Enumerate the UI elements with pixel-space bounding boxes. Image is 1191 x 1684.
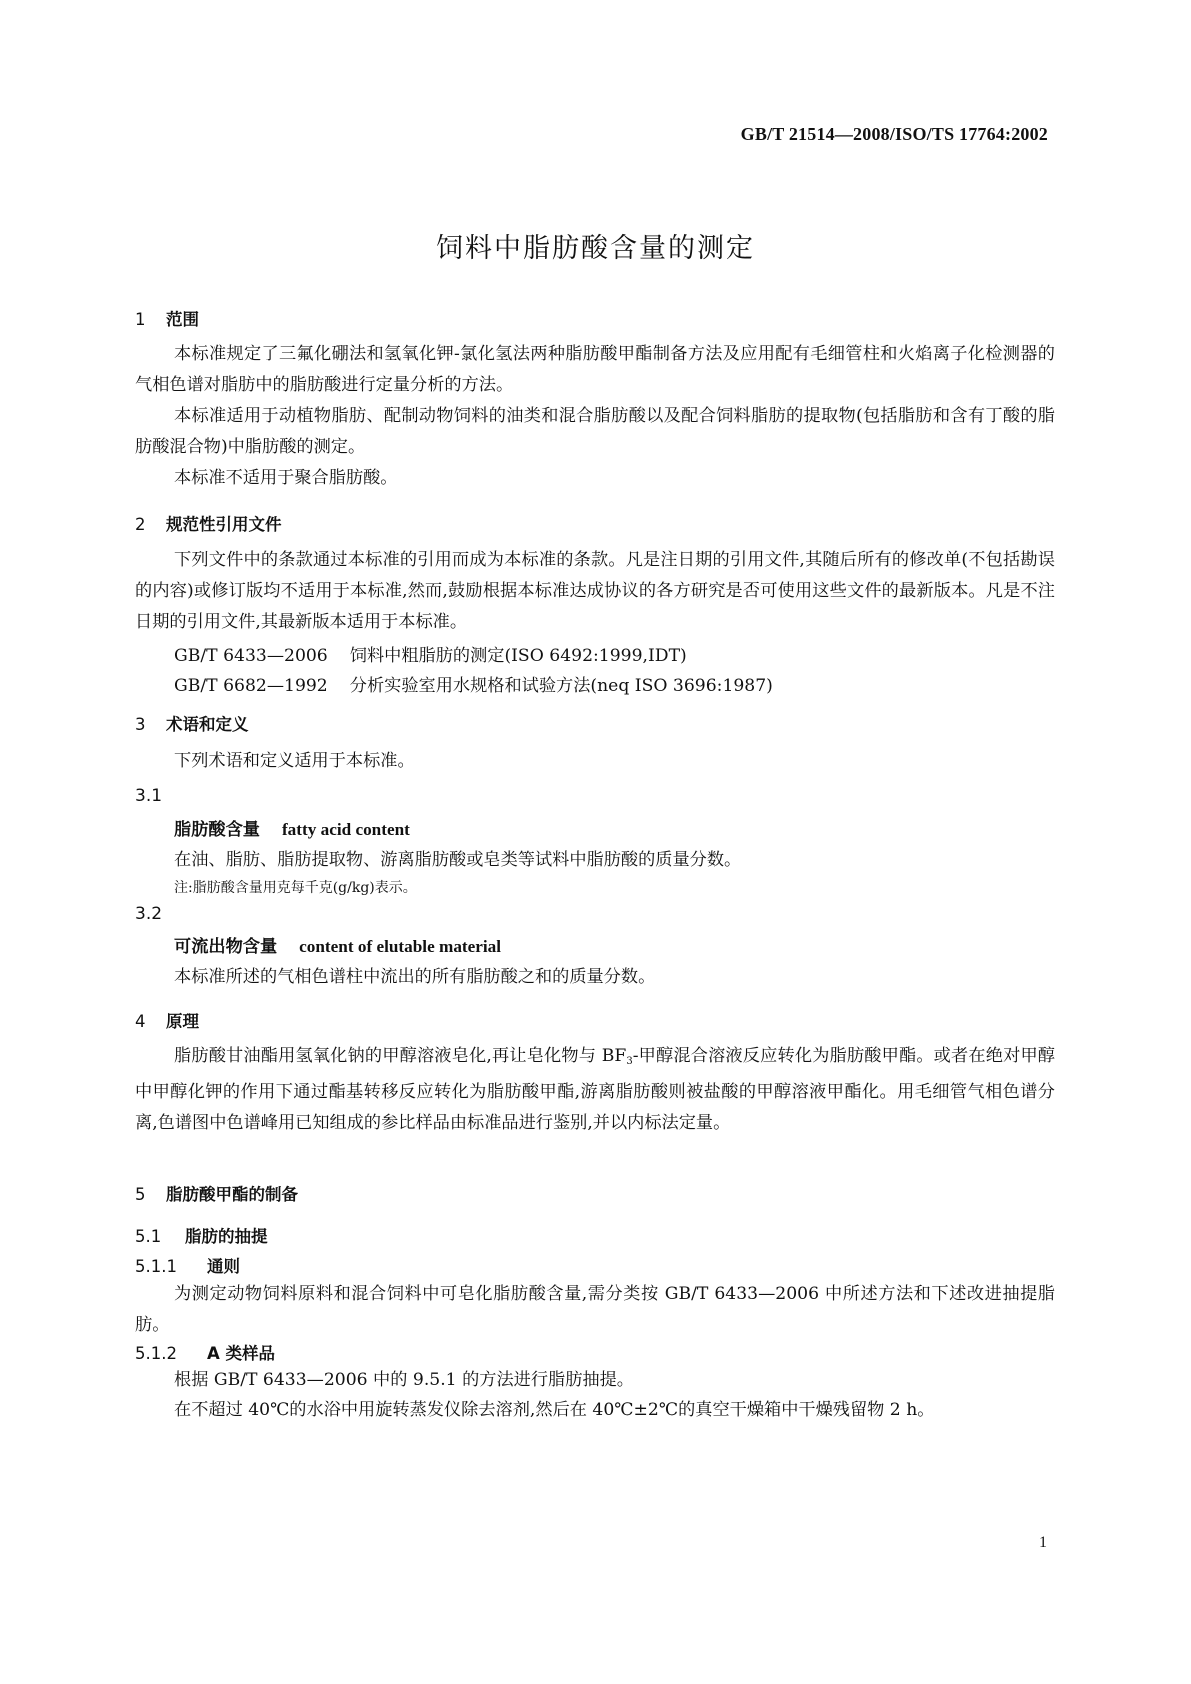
reference-title: 饲料中粗脂肪的测定(ISO 6492:1999,IDT) bbox=[349, 646, 687, 666]
paragraph-text: -甲醇混合溶液反应转化为脂肪酸甲酯。或者在绝对甲醇中甲醇化钾的作用下通过酯基转移反应转化为脂肪酸甲酯,游离脂肪酸则被盐酸的甲醇溶液甲酯化。用毛细管气相色谱分离,色谱图中色谱峰用已知组成的参比样品由标准品进行鉴别,并以内标法定量。 bbox=[135, 1046, 1055, 1133]
section-3-heading bbox=[135, 711, 249, 735]
section-title: 脂肪酸甲酯的制备 bbox=[166, 1185, 298, 1204]
section-4-paragraph-1 bbox=[135, 1041, 1055, 1139]
term-number: 3.2 bbox=[135, 904, 163, 924]
section-title: 规范性引用文件 bbox=[166, 515, 282, 534]
standard-number: GB/T 21514—2008/ISO/TS 17764:2002 bbox=[740, 124, 1048, 144]
subsection-5-1-1-paragraph: 为测定动物饲料原料和混合饲料中可皂化脂肪酸含量,需分类按 GB/T 6433—2006 中所述方法和下述改进抽提脂肪。 bbox=[135, 1284, 1055, 1335]
term-english: content of elutable material bbox=[299, 937, 502, 956]
section-1-paragraph-3: 本标准不适用于聚合脂肪酸。 bbox=[174, 468, 398, 488]
term-english: fatty acid content bbox=[281, 820, 410, 839]
section-number: 3 bbox=[135, 715, 146, 734]
section-1-heading bbox=[135, 306, 199, 330]
section-2-paragraph-1: 下列文件中的条款通过本标准的引用而成为本标准的条款。凡是注日期的引用文件,其随后所有的修改单(不包括勘误的内容)或修订版均不适用于本标准,然而,鼓励根据本标准达成协议的各方研究是否可使用这些文件的最新版本。凡是不注日期的引用文件,其最新版本适用于本标准。 bbox=[135, 550, 1055, 632]
section-title: 通则 bbox=[207, 1257, 240, 1276]
term-definition: 在油、脂肪、脂肪提取物、游离脂肪酸或皂类等试料中脂肪酸的质量分数。 bbox=[174, 850, 742, 870]
section-number: 1 bbox=[135, 310, 146, 329]
term-note: 注:脂肪酸含量用克每千克(g/kg)表示。 bbox=[174, 880, 417, 896]
section-2-heading bbox=[135, 511, 282, 535]
term-entry bbox=[174, 815, 410, 840]
subsection-5-1-2-paragraph-2: 在不超过 40℃的水浴中用旋转蒸发仪除去溶剂,然后在 40℃±2℃的真空干燥箱中干燥残留物 2 h。 bbox=[174, 1400, 935, 1420]
section-number: 4 bbox=[135, 1012, 146, 1031]
section-number: 5 bbox=[135, 1185, 146, 1204]
section-5-heading bbox=[135, 1181, 298, 1205]
section-4-heading bbox=[135, 1008, 199, 1032]
subsection-5-1-1-heading bbox=[135, 1253, 240, 1277]
section-title: A 类样品 bbox=[207, 1344, 276, 1363]
section-1-paragraph-1: 本标准规定了三氟化硼法和氢氧化钾-氯化氢法两种脂肪酸甲酯制备方法及应用配有毛细管柱和火焰离子化检测器的气相色谱对脂肪中的脂肪酸进行定量分析的方法。 bbox=[135, 344, 1055, 395]
document-title: 饲料中脂肪酸含量的测定 bbox=[436, 233, 755, 264]
paragraph-text: 脂肪酸甘油酯用氢氧化钠的甲醇溶液皂化,再让皂化物与 BF bbox=[174, 1046, 627, 1066]
reference-code: GB/T 6682—1992 bbox=[174, 676, 328, 696]
page-number: 1 bbox=[1039, 1534, 1047, 1551]
subscript: 3 bbox=[626, 1056, 633, 1067]
section-3-paragraph-1: 下列术语和定义适用于本标准。 bbox=[174, 751, 415, 771]
section-title: 原理 bbox=[166, 1012, 199, 1031]
section-title: 范围 bbox=[166, 310, 199, 329]
section-1-paragraph-2: 本标准适用于动植物脂肪、配制动物饲料的油类和混合脂肪酸以及配合饲料脂肪的提取物(包括脂肪和含有丁酸的脂肪酸混合物)中脂肪酸的测定。 bbox=[135, 406, 1055, 457]
term-number: 3.1 bbox=[135, 786, 163, 806]
reference-title: 分析实验室用水规格和试验方法(neq ISO 3696:1987) bbox=[349, 676, 773, 696]
normative-reference bbox=[174, 641, 687, 666]
section-title: 术语和定义 bbox=[166, 715, 249, 734]
normative-reference bbox=[174, 671, 773, 696]
subsection-5-1-2-heading bbox=[135, 1340, 275, 1364]
term-definition: 本标准所述的气相色谱柱中流出的所有脂肪酸之和的质量分数。 bbox=[174, 967, 656, 987]
section-number: 2 bbox=[135, 515, 146, 534]
section-number: 5.1.2 bbox=[135, 1344, 177, 1363]
subsection-5-1-heading bbox=[135, 1223, 268, 1247]
reference-code: GB/T 6433—2006 bbox=[174, 646, 328, 666]
section-number: 5.1 bbox=[135, 1227, 162, 1246]
term-chinese: 脂肪酸含量 bbox=[174, 820, 260, 840]
subsection-5-1-2-paragraph-1: 根据 GB/T 6433—2006 中的 9.5.1 的方法进行脂肪抽提。 bbox=[174, 1370, 634, 1390]
section-title: 脂肪的抽提 bbox=[185, 1227, 268, 1246]
section-number: 5.1.1 bbox=[135, 1257, 177, 1276]
term-chinese: 可流出物含量 bbox=[174, 937, 278, 957]
term-entry bbox=[174, 932, 501, 957]
